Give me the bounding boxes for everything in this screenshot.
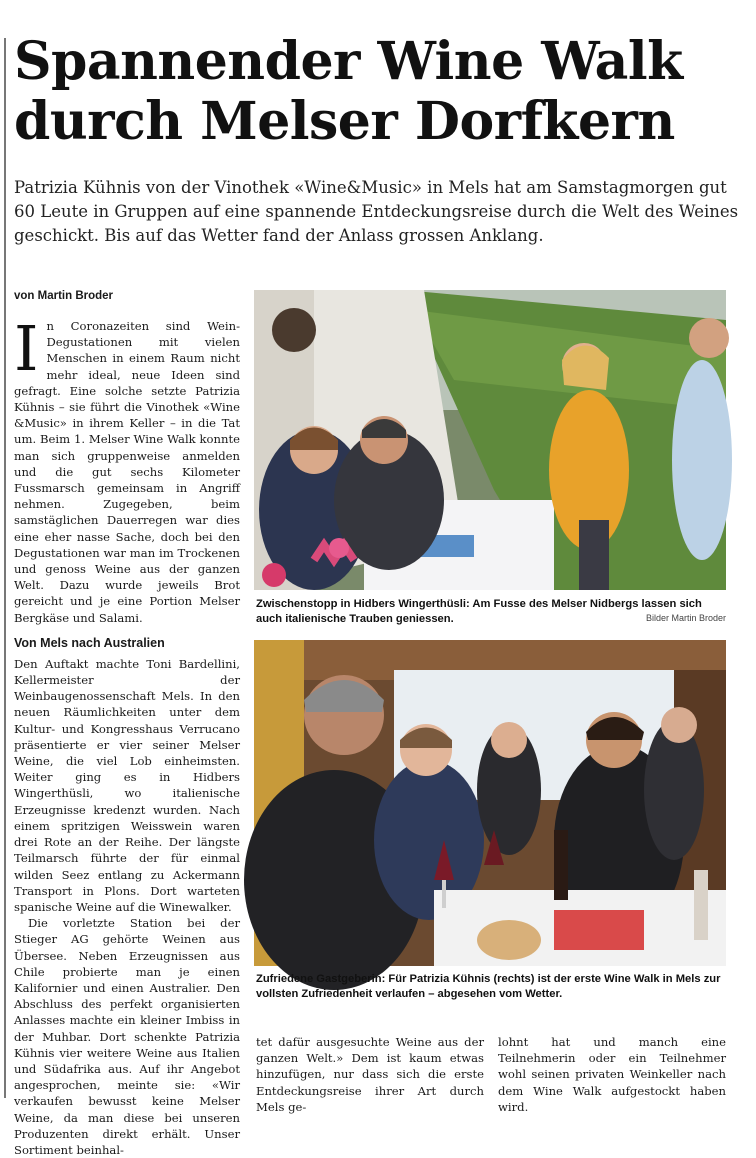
paragraph-2: Den Auftakt machte Toni Bardellini, Kellermeister der Weinbaugenossenschaft Mels. In den neuen Räumlichkeiten unter dem Kultur- und Kongresshaus Verrucano präsentierte er vier seiner Melser Weine, die viel Lob einheimsten. Weiter ging es in Hidbers Wingerthüsli, wo italienische Erzeugnisse kredenzt wurden. Nach einem spritzigen Weisswein waren drei Rote an der Reihe. Der längste Teilmarsch führte der für einmal wilden Seez entlang zu Ackermann Transport in Plons. Dort warteten spanische Weine auf die Winewalker. — [14, 656, 240, 914]
photo-credit: Bilder Martin Broder — [645, 613, 726, 623]
left-edge-rule — [4, 38, 6, 1098]
caption-photo-2: Zufriedene Gastgeberin: Für Patrizia Kühnis (rechts) ist der erste Wine Walk in Mels zur vollsten Zufriedenheit verlaufen – abgesehen vom Wetter. — [256, 973, 721, 1000]
photo-host-tasting — [254, 640, 726, 966]
article-headline: Spannender Wine Walk durch Melser Dorfkern — [14, 31, 683, 152]
paragraph-4: tet dafür ausgesuchte Weine aus der ganzen Welt.» Dem ist kaum etwas hinzufügen, nur dass sich die erste Entdeckungsreise ihrer Art durch Mels ge- — [256, 1035, 484, 1114]
drop-cap: I — [14, 312, 39, 385]
photo-vineyard-tasting — [254, 290, 726, 590]
paragraph-3: Die vorletzte Station bei der Stieger AG gehörte Weinen aus Übersee. Neben Erzeugnissen aus Chile probierte man je einen Kalifornier und einen Australier. Den Abschluss des perfekt organisierten Anlasses machte ein kleiner Imbiss in der Muhbar. Dort schenkte Patrizia Kühnis vier weitere Weine aus Italien und Südafrika aus. Auf ihr Angebot angesprochen, meinte sie: «Wir verkaufen bewusst keine Melser Weine, da man diese bei unseren Produzenten direkt erhält. Unser Sortiment beinhal- — [14, 916, 240, 1157]
caption-photo-1: Zwischenstopp in Hidbers Wingerthüsli: Am Fusse des Melser Nidbergs lassen sich auch italienische Trauben geniessen. — [256, 598, 702, 625]
author-byline: von Martin Broder — [14, 290, 114, 302]
paragraph-intro-text: n Coronazeiten sind Wein-Degustationen mit vielen Menschen in einem Raum nicht mehr ideal, neue Ideen sind gefragt. Eine solche setzte Patrizia Kühnis – sie führt die Vinothek «Wine &Music» in ihrem Keller – in die Tat um. Beim 1. Melser Wine Walk konnte man sich gruppenweise anmelden und die gut sechs Kilometer Fussmarsch gemeinsam in Angriff nehmen. Zugegeben, beim samstäglichen Dauerregen war dies eine eher nasse Sache, doch bei den Degustationen war man im Trockenen und genoss Weine aus der ganzen Welt. Dazu wurde jeweils Brot gereicht und je eine Portion Melser Bergkäse und Salami. — [14, 319, 240, 625]
article-lead: Patrizia Kühnis von der Vinothek «Wine&Music» in Mels hat am Samstagmorgen gut 60 Leute in Gruppen auf eine spannende Entdeckungsreise durch die Welt des Weines geschickt. Bis auf das Wetter fand der Anlass grossen Anklang. — [14, 178, 739, 245]
paragraph-intro — [14, 312, 240, 626]
subheading: Von Mels nach Australien — [14, 635, 165, 650]
column-2 — [256, 1034, 484, 1115]
column-3 — [498, 1034, 726, 1115]
column-1 — [14, 290, 240, 1158]
paragraph-5: lohnt hat und manch eine Teilnehmerin oder ein Teilnehmer wohl seinen privaten Weinkeller nach dem Wine Walk aufgestockt haben wird. — [498, 1035, 726, 1114]
